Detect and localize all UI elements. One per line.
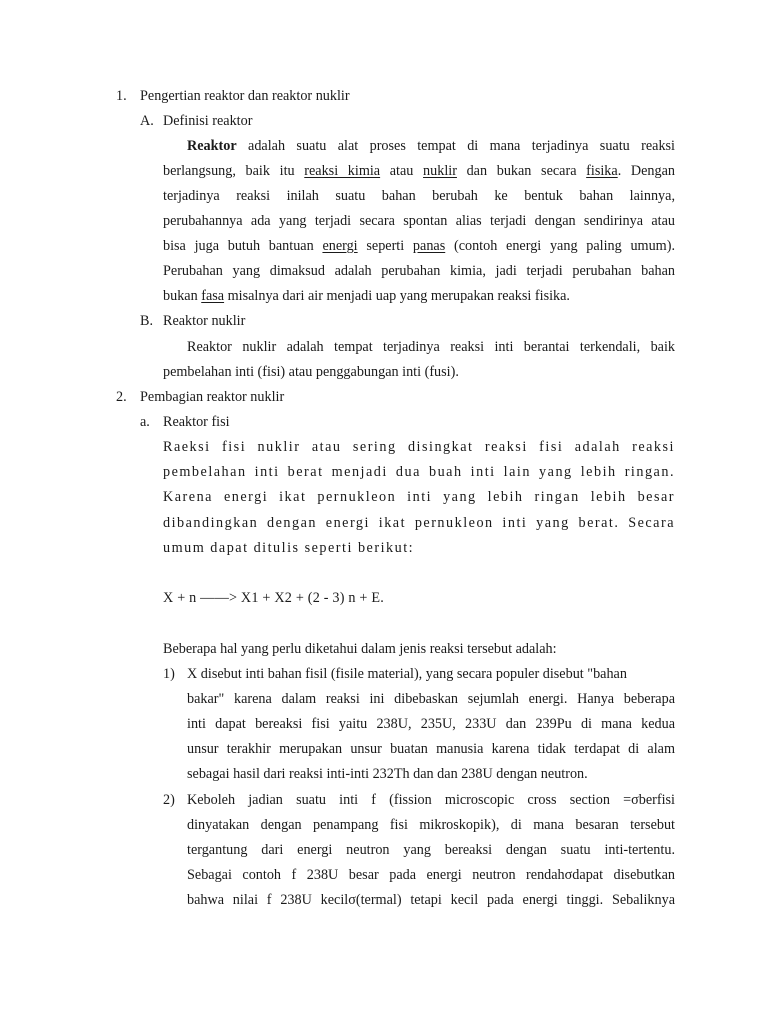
fission-equation: X + n ——> X1 + X2 + (2 - 3) n + E. xyxy=(163,590,384,606)
paragraph-line: Perubahan yang dimaksud adalah perubahan kimia, jadi terjadi perubahan bahan xyxy=(163,263,675,279)
list-intro: Beberapa hal yang perlu diketahui dalam jenis reaksi tersebut adalah: xyxy=(163,641,557,657)
list-item-line: bakar" karena dalam reaksi ini dibebaskan sejumlah energi. Hanya beberapa xyxy=(187,691,675,707)
link-reaksi-kimia[interactable]: reaksi kimia xyxy=(304,163,381,179)
section-2-title: Pembagian reaktor nuklir xyxy=(140,389,285,405)
paragraph-line: Reaktor adalah suatu alat proses tempat di mana terjadinya suatu reaksi xyxy=(187,138,675,154)
list-item-line: Keboleh jadian suatu inti f (fission microscopic cross section =σberfisi xyxy=(187,792,675,808)
link-nuklir[interactable]: nuklir xyxy=(423,163,457,179)
paragraph-line: berlangsung, baik itu reaksi kimia atau nuklir dan bukan secara fisika. Dengan xyxy=(163,163,676,179)
paragraph-line: pembelahan inti berat menjadi dua buah inti lain yang lebih ringan. xyxy=(163,464,675,480)
list-item-line: tergantung dari energi neutron yang bereaksi dengan suatu inti-tertentu. xyxy=(187,842,675,858)
subsection-a-letter: a. xyxy=(140,414,150,430)
link-fasa[interactable]: fasa xyxy=(201,288,225,304)
paragraph-line: umum dapat ditulis seperti berikut: xyxy=(163,540,415,556)
section-1-number: 1. xyxy=(116,88,127,104)
subsection-b-title: Reaktor nuklir xyxy=(163,313,246,329)
list-item-line: unsur terakhir merupakan unsur buatan manusia karena tidak terdapat di alam xyxy=(187,741,675,757)
subsection-a-title: Definisi reaktor xyxy=(163,113,253,129)
paragraph-line: Reaktor nuklir adalah tempat terjadinya reaksi inti berantai terkendali, baik xyxy=(187,339,675,355)
list-item-line: sebagai hasil dari reaksi inti-inti 232Th dan dan 238U dengan neutron. xyxy=(187,766,588,782)
link-energi[interactable]: energi xyxy=(322,238,358,254)
subsection-b-letter: B. xyxy=(140,313,154,329)
paragraph-line: Karena energi ikat pernukleon inti yang lebih ringan lebih besar xyxy=(163,489,675,505)
paragraph-line: terjadinya reaksi inilah suatu bahan berubah ke bentuk bahan lainnya, xyxy=(163,188,675,204)
list-item-line: bahwa nilai f 238U kecilσ(termal) tetapi kecil pada energi tinggi. Sebaliknya xyxy=(187,892,675,908)
paragraph-line: dibandingkan dengan energi ikat pernukleon inti yang berat. Secara xyxy=(163,515,675,531)
section-2-number: 2. xyxy=(116,389,127,405)
link-panas[interactable]: panas xyxy=(412,238,446,254)
list-item-line: X disebut inti bahan fisil (fisile material), yang secara populer disebut "bahan xyxy=(187,666,627,682)
list-item-number: 2) xyxy=(163,792,175,808)
paragraph-line: perubahannya ada yang terjadi secara spontan alias terjadi dengan sendirinya atau xyxy=(163,213,675,229)
subsection-a-title: Reaktor fisi xyxy=(163,414,230,430)
paragraph-line: bukan fasa misalnya dari air menjadi uap yang merupakan reaksi fisika. xyxy=(163,288,570,304)
paragraph-line: pembelahan inti (fisi) atau penggabungan inti (fusi). xyxy=(163,364,459,380)
subsection-a-letter: A. xyxy=(140,113,154,129)
link-fisika[interactable]: fisika xyxy=(586,163,618,179)
term-bold: Reaktor xyxy=(187,138,237,154)
list-item-line: inti dapat bereaksi fisi yaitu 238U, 235U, 233U dan 239Pu di mana kedua xyxy=(187,716,675,732)
list-item-line: dinyatakan dengan penampang fisi mikroskopik), di mana besaran tersebut xyxy=(187,817,675,833)
paragraph-line: bisa juga butuh bantuan energi seperti panas (contoh energi yang paling umum). xyxy=(163,238,675,254)
list-item-number: 1) xyxy=(163,666,175,682)
list-item-line: Sebagai contoh f 238U besar pada energi neutron rendahσdapat disebutkan xyxy=(187,867,675,883)
paragraph-line: Raeksi fisi nuklir atau sering disingkat reaksi fisi adalah reaksi xyxy=(163,439,675,455)
section-1-title: Pengertian reaktor dan reaktor nuklir xyxy=(140,88,350,104)
